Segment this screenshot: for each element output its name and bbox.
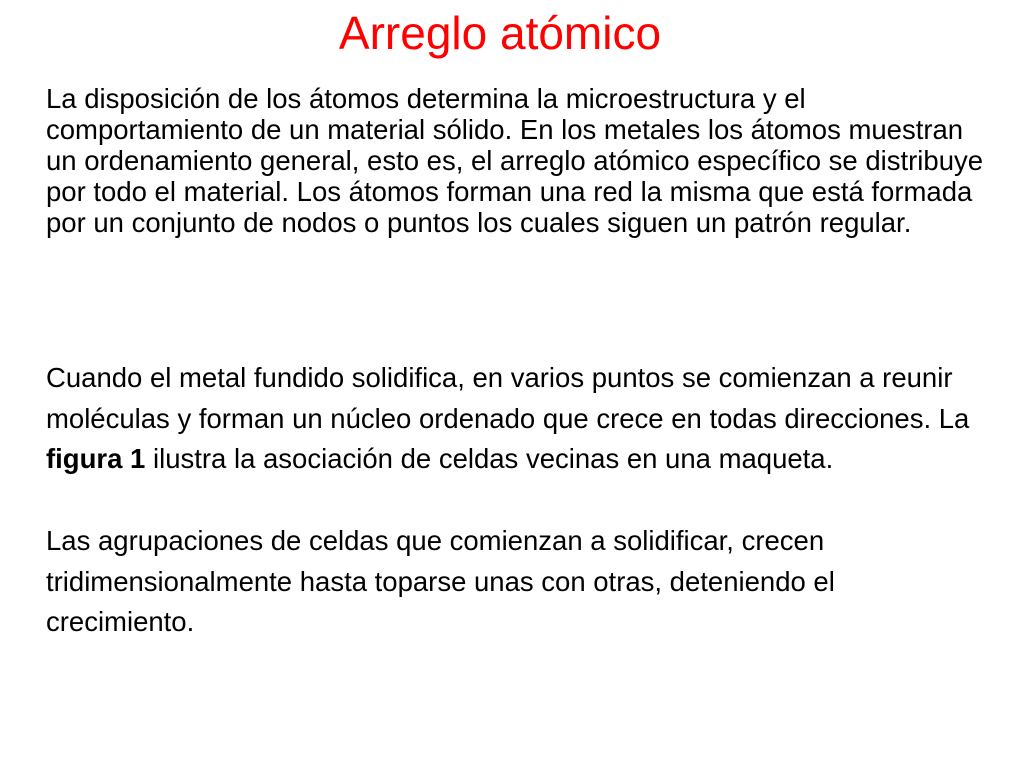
paragraph-solidification [46, 358, 986, 480]
paragraph-solidification-text-start: Cuando el metal fundido solidifica, en varios puntos se comienzan a reunir moléculas y forman un núcleo ordenado que crece en todas direcciones. La [46, 362, 970, 434]
paragraph-cell-groups: Las agrupaciones de celdas que comienzan a solidificar, crecen tridimensionalmente hasta toparse unas con otras, deteniendo el crecimiento. [46, 525, 835, 637]
figure-reference: figura 1 [46, 443, 146, 474]
paragraph-atomic-arrangement: La disposición de los átomos determina la microestructura y el comportamiento de un material sólido. En los metales los átomos muestran un ordenamiento general, esto es, el arreglo atómico específico se distribuye por todo el material. Los átomos forman una red la misma que está formada por un conjunto de nodos o puntos los cuales siguen un patrón regular. [46, 83, 984, 238]
paragraph-solidification-text-end: ilustra la asociación de celdas vecinas en una maqueta. [145, 443, 834, 474]
slide-title: Arreglo atómico [338, 7, 662, 59]
